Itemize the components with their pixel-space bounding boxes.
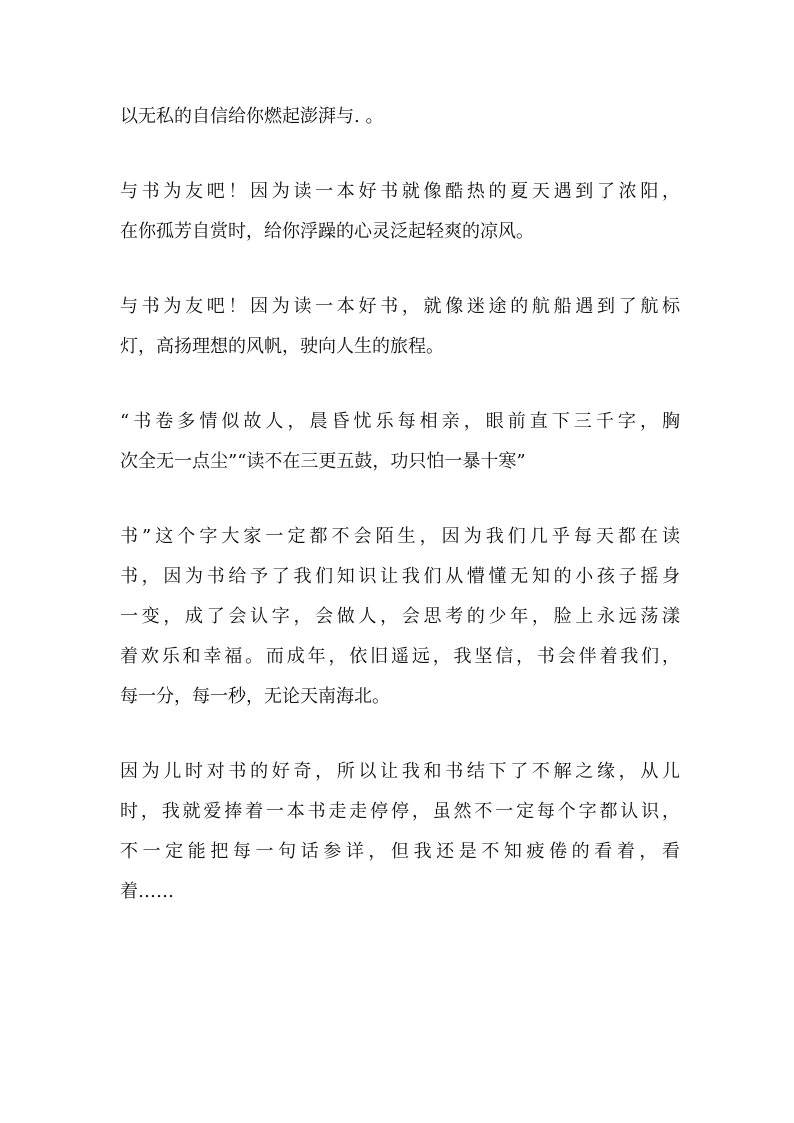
paragraph-5 — [120, 517, 680, 717]
paragraph-4 — [120, 402, 680, 482]
text-line: 一变，成了会认字，会做人，会思考的少年，脸上永远荡漾 — [120, 606, 680, 627]
paragraph-6 — [120, 752, 680, 912]
text-line: “书卷多情似故人，晨昏忧乐每相亲，眼前直下三千字，胸 — [120, 411, 680, 432]
paragraph-2 — [120, 172, 680, 252]
text-line: 与书为友吧！因为读一本好书就像酷热的夏天遇到了浓阳， — [120, 181, 680, 202]
text-line: 不一定能把每一句话参详，但我还是不知疲倦的看着，看 — [120, 841, 680, 862]
text-line: 灯，高扬理想的风帆，驶向人生的旅程。 — [120, 336, 444, 357]
text-line: 以无私的自信给你燃起澎湃与. 。 — [120, 106, 384, 127]
paragraph-3 — [120, 287, 680, 367]
text-line: 因为儿时对书的好奇，所以让我和书结下了不解之缘，从儿 — [120, 761, 680, 782]
text-line: 与书为友吧！因为读一本好书，就像迷途的航船遇到了航标 — [120, 296, 680, 317]
text-line: 书，因为书给予了我们知识让我们从懵懂无知的小孩子摇身 — [120, 566, 680, 587]
text-line: 书”这个字大家一定都不会陌生，因为我们几乎每天都在读 — [120, 526, 680, 547]
text-line: 着…… — [120, 881, 174, 902]
text-line: 着欢乐和幸福。而成年，依旧遥远，我坚信，书会伴着我们， — [120, 646, 680, 667]
paragraph-1 — [120, 97, 680, 137]
document-body — [120, 97, 680, 912]
text-line: 在你孤芳自赏时，给你浮躁的心灵泛起轻爽的凉风。 — [120, 221, 534, 242]
text-line: 时，我就爱捧着一本书走走停停，虽然不一定每个字都认识， — [120, 801, 680, 822]
text-line: 每一分，每一秒，无论天南海北。 — [120, 686, 390, 707]
text-line: 次全无一点尘”“读不在三更五鼓，功只怕一暴十寒” — [120, 451, 526, 472]
